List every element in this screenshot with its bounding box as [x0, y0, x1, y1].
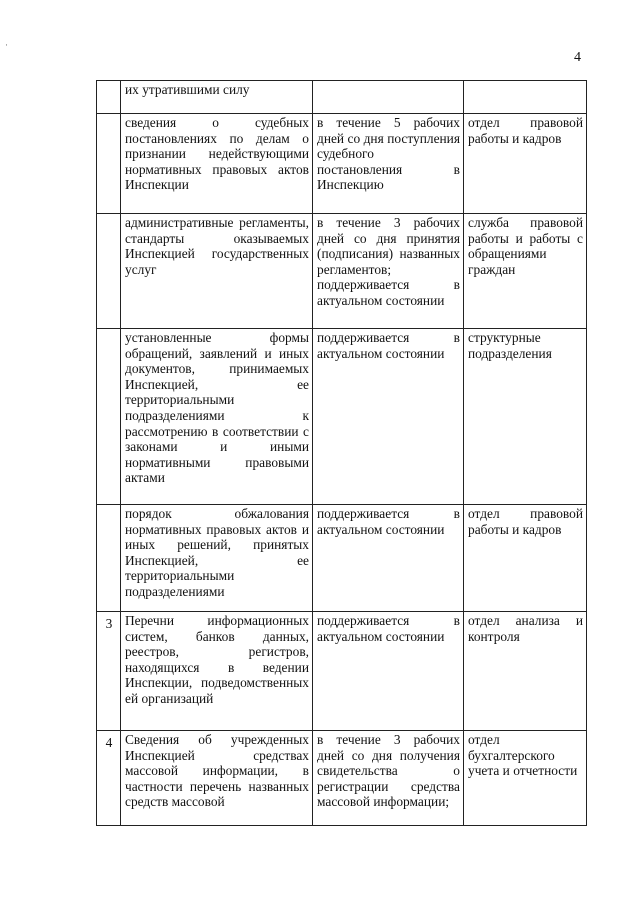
deadline-cell: поддерживается в актуальном состоянии	[313, 612, 464, 731]
row-number	[97, 329, 121, 505]
scan-mark: ·	[5, 40, 8, 50]
table-row	[97, 114, 587, 214]
table-row	[97, 214, 587, 329]
deadline-cell	[313, 81, 464, 114]
table-row	[97, 329, 587, 505]
responsible-cell: отдел правовой работы и кадров	[464, 505, 587, 612]
deadline-cell: поддерживается в актуальном состоянии	[313, 505, 464, 612]
row-number	[97, 114, 121, 214]
responsible-cell: отдел бухгалтерского учета и отчетности	[464, 731, 587, 826]
table-row	[97, 81, 587, 114]
page-number: 4	[574, 50, 581, 65]
row-number: 3	[97, 612, 121, 731]
table-row	[97, 731, 587, 826]
info-cell: их утратившими силу	[121, 81, 313, 114]
document-table	[96, 80, 587, 826]
deadline-cell: в течение 5 рабочих дней со дня поступления судебного постановления в Инспекцию	[313, 114, 464, 214]
info-cell: сведения о судебных постановлениях по делам о признании недействующими нормативных правовых актов Инспекции	[121, 114, 313, 214]
responsible-cell: структурные подразделения	[464, 329, 587, 505]
info-cell: порядок обжалования нормативных правовых актов и иных решений, принятых Инспекцией, ее территориальными подразделениями	[121, 505, 313, 612]
table-row	[97, 505, 587, 612]
responsible-cell: отдел анализа и контроля	[464, 612, 587, 731]
row-number	[97, 505, 121, 612]
responsible-cell: отдел правовой работы и кадров	[464, 114, 587, 214]
row-number	[97, 214, 121, 329]
row-number: 4	[97, 731, 121, 826]
info-cell: Перечни информационных систем, банков данных, реестров, регистров, находящихся в ведении Инспекции, подведомственных ей организаций	[121, 612, 313, 731]
deadline-cell: в течение 3 рабочих дней со дня принятия (подписания) названных регламентов; поддерживается в актуальном состоянии	[313, 214, 464, 329]
deadline-cell: в течение 3 рабочих дней со дня получения свидетельства о регистрации средства массовой информации;	[313, 731, 464, 826]
table-row	[97, 612, 587, 731]
responsible-cell	[464, 81, 587, 114]
info-cell: административные регламенты, стандарты оказываемых Инспекцией государственных услуг	[121, 214, 313, 329]
deadline-cell: поддерживается в актуальном состоянии	[313, 329, 464, 505]
row-number	[97, 81, 121, 114]
info-cell: Сведения об учрежденных Инспекцией средствах массовой информации, в частности перечень названных средств массовой	[121, 731, 313, 826]
responsible-cell: служба правовой работы и работы с обращениями граждан	[464, 214, 587, 329]
info-cell: установленные формы обращений, заявлений и иных документов, принимаемых Инспекцией, ее территориальными подразделениями к рассмотрению в соответствии с законами и иными нормативными правовыми актами	[121, 329, 313, 505]
